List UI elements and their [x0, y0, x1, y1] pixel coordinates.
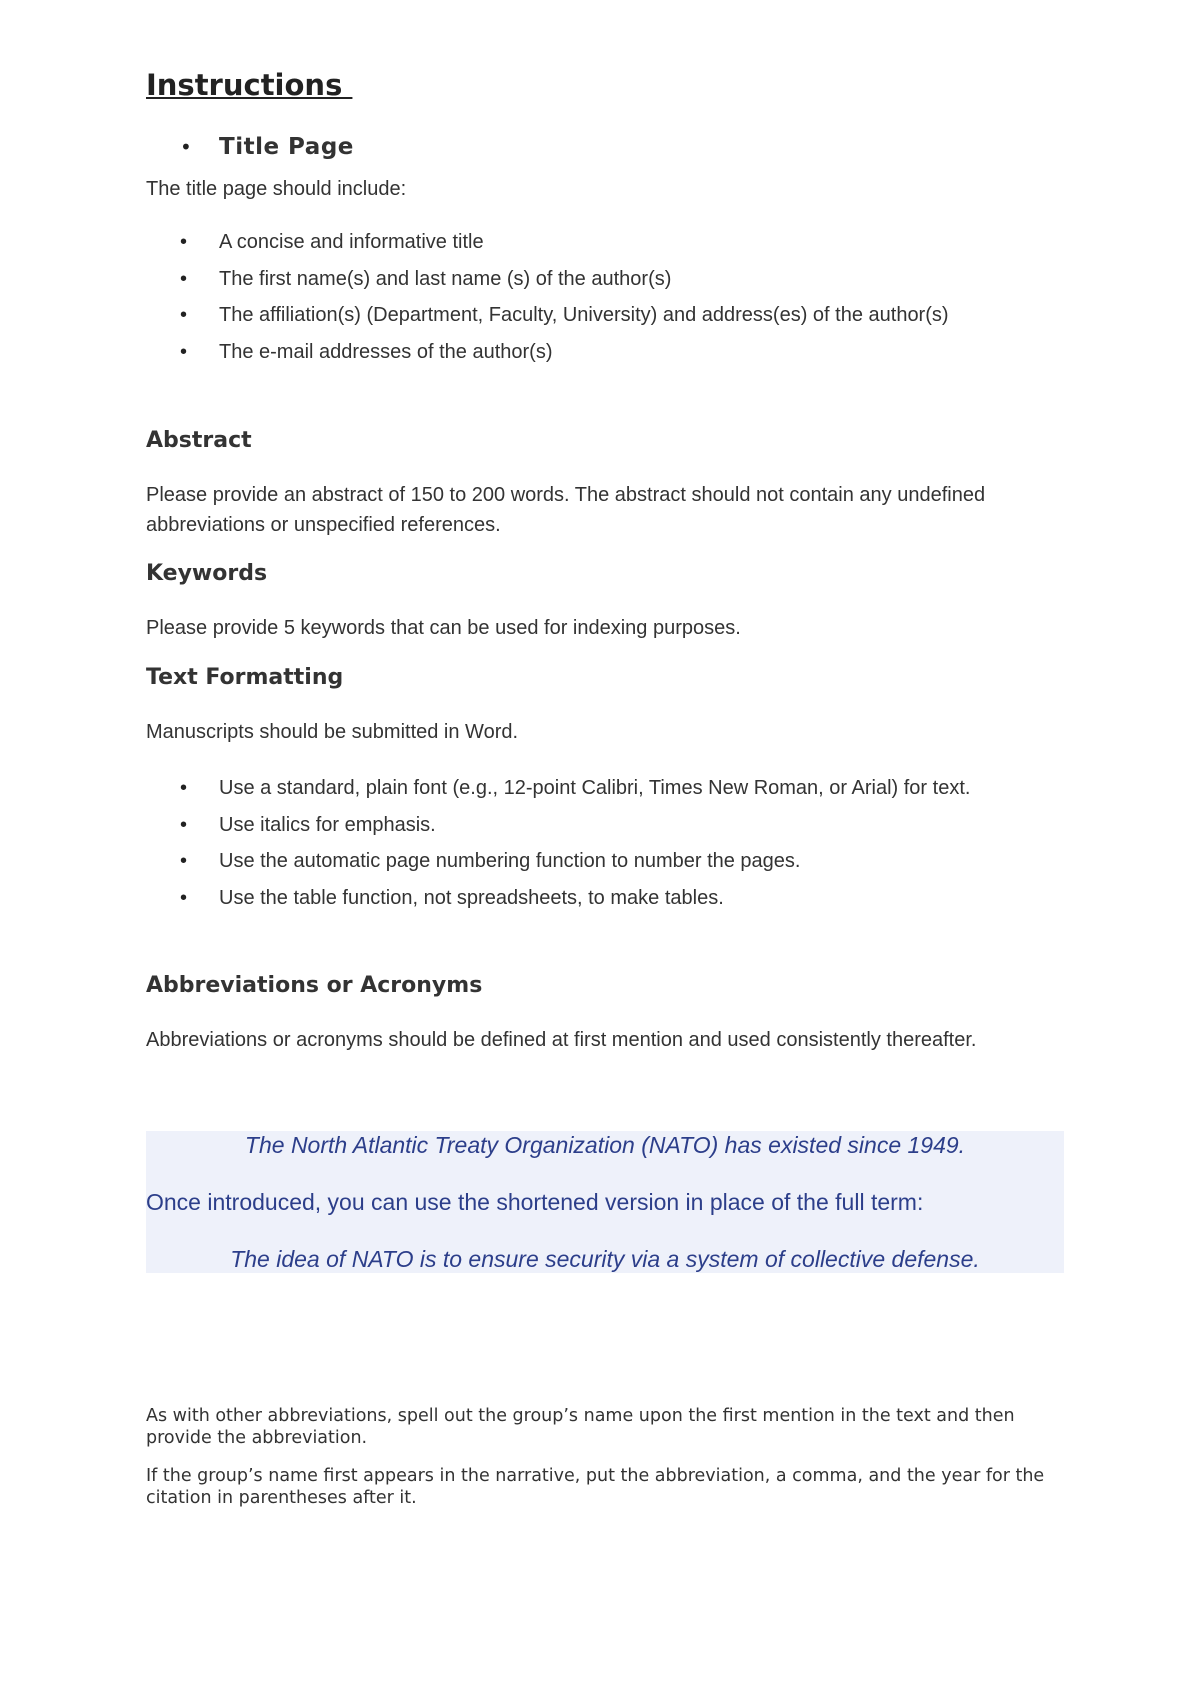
list-item: A concise and informative title: [219, 231, 484, 253]
list-item: The first name(s) and last name (s) of the author(s): [219, 268, 672, 290]
bullet: •: [180, 341, 188, 363]
bullet: •: [180, 268, 188, 290]
bullet: •: [180, 231, 188, 253]
example-line-1: The North Atlantic Treaty Organization (NATO) has existed since 1949.: [244, 1132, 966, 1158]
abstract-text: Please provide an abstract of 150 to 200 words. The abstract should not contain any undefined abbreviations or unspecified references.: [146, 484, 986, 536]
text-formatting-heading: Text Formatting: [146, 665, 344, 690]
bullet: •: [180, 850, 188, 872]
abbreviations-text: Abbreviations or acronyms should be defined at first mention and used consistently thereafter.: [146, 1029, 977, 1051]
keywords-text: Please provide 5 keywords that can be used for indexing purposes.: [146, 617, 741, 639]
abbreviations-heading: Abbreviations or Acronyms: [146, 973, 483, 998]
title-page-heading: Title Page: [219, 134, 354, 160]
title-page-intro: The title page should include:: [146, 178, 407, 200]
note-paragraph: If the group’s name first appears in the narrative, put the abbreviation, a comma, and the year for the citation in parentheses after it.: [146, 1466, 1045, 1508]
bullet: •: [180, 304, 188, 326]
text-formatting-intro: Manuscripts should be submitted in Word.: [146, 721, 519, 743]
bullet: •: [180, 887, 188, 909]
abstract-heading: Abstract: [146, 428, 252, 453]
list-item: Use italics for emphasis.: [219, 814, 436, 836]
bullet: •: [180, 777, 188, 799]
bullet: •: [180, 135, 192, 159]
list-item: Use the table function, not spreadsheets, to make tables.: [219, 887, 724, 909]
example-line-2: Once introduced, you can use the shortened version in place of the full term:: [146, 1189, 924, 1215]
page-title: Instructions: [146, 68, 353, 102]
list-item: Use the automatic page numbering function to number the pages.: [219, 850, 801, 872]
list-item: The affiliation(s) (Department, Faculty, University) and address(es) of the author(s): [219, 304, 949, 326]
example-line-3: The idea of NATO is to ensure security via a system of collective defense.: [230, 1246, 980, 1272]
note-paragraph: As with other abbreviations, spell out the group’s name upon the first mention in the text and then provide the abbreviation.: [146, 1406, 1015, 1448]
keywords-heading: Keywords: [146, 561, 268, 586]
list-item: The e-mail addresses of the author(s): [219, 341, 553, 363]
bullet: •: [180, 814, 188, 836]
list-item: Use a standard, plain font (e.g., 12-point Calibri, Times New Roman, or Arial) for text.: [219, 777, 971, 799]
